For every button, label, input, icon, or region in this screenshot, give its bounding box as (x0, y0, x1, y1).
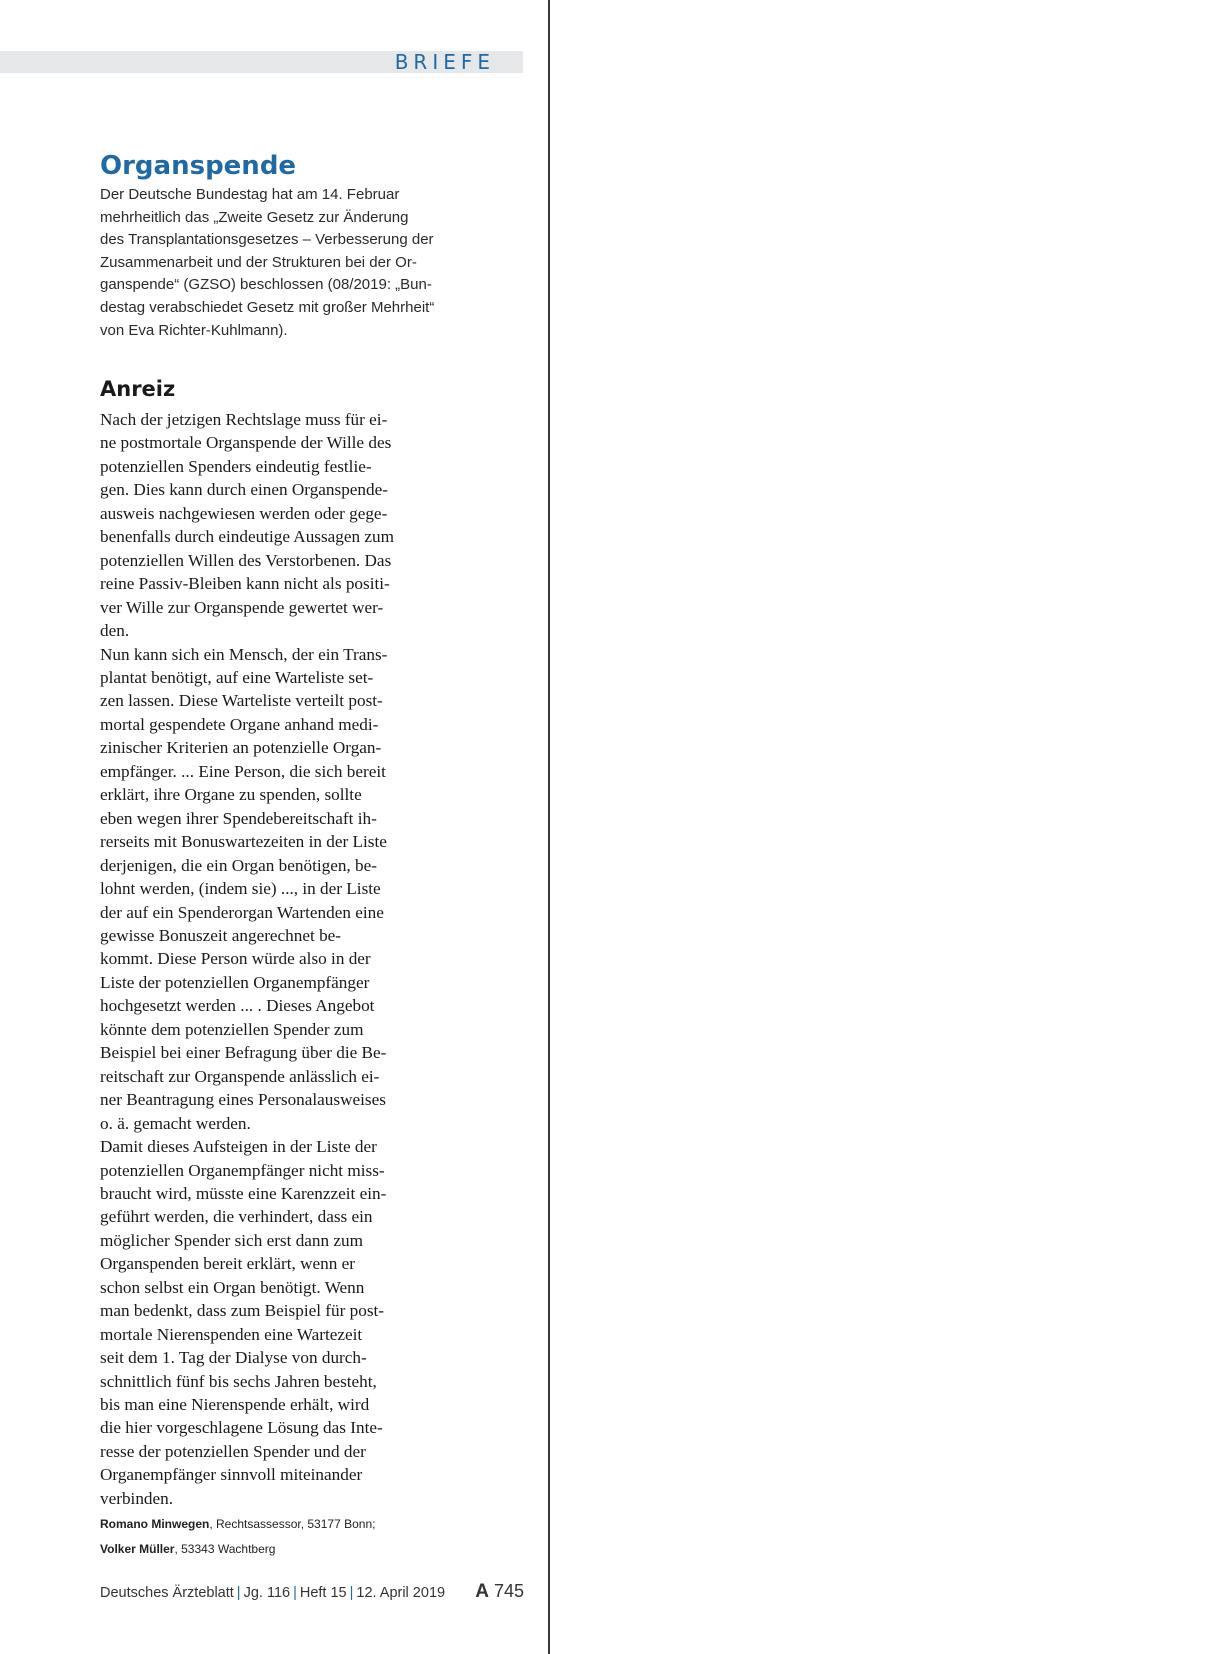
body-line: ne postmortale Organspende der Wille des (100, 433, 392, 453)
signature-line (100, 1537, 430, 1562)
author-detail: , 53343 Wachtberg (174, 1542, 276, 1556)
body-line: o. ä. gemacht werden. (100, 1113, 251, 1133)
intro-line: destag verabschiedet Gesetz mit großer Mehrheit“ (100, 298, 435, 316)
body-line: Nach der jetzigen Rechtslage muss für ei- (100, 410, 388, 429)
page-footer (100, 1581, 524, 1607)
body-line: die hier vorgeschlagene Lösung das Inte- (100, 1418, 383, 1438)
body-line: Nun kann sich ein Mensch, der ein Trans- (100, 644, 388, 664)
body-line: Organempfänger sinnvoll miteinander (100, 1465, 363, 1485)
body-line: potenziellen Organempfänger nicht miss- (100, 1160, 385, 1180)
body-line: seit dem 1. Tag der Dialyse von durch- (100, 1348, 367, 1368)
body-line: ver Wille zur Organspende gewertet wer- (100, 597, 384, 617)
body-line: benenfalls durch eindeutige Aussagen zum (100, 527, 395, 547)
page-number-value: 745 (493, 1581, 524, 1601)
body-line: gewisse Bonuszeit angerechnet be- (100, 925, 342, 945)
body-line: schnittlich fünf bis sechs Jahren besteht, (100, 1371, 377, 1391)
body-line: zen lassen. Diese Warteliste verteilt post- (100, 691, 383, 711)
body-line: rerseits mit Bonuswartezeiten in der Liste (100, 832, 387, 852)
page-prefix: A (475, 1581, 489, 1602)
article-intro (100, 184, 435, 342)
body-line: gen. Dies kann durch einen Organspende- (100, 480, 388, 500)
body-line: zinischer Kriterien an potenzielle Organ- (100, 738, 382, 758)
body-line: eben wegen ihrer Spendebereitschaft ih- (100, 808, 377, 828)
author-name: Volker Müller (100, 1542, 175, 1556)
body-line: reitschaft zur Organspende anlässlich ei- (100, 1066, 380, 1086)
body-line: der auf ein Spenderorgan Wartenden eine (100, 902, 384, 922)
body-line: potenziellen Spenders eindeutig festlie- (100, 456, 372, 476)
section-label: BRIEFE (394, 50, 495, 74)
body-line: ner Beantragung eines Personalausweises (100, 1090, 386, 1110)
letter-signatures (100, 1512, 430, 1562)
body-line: hochgesetzt werden ... . Dieses Angebot (100, 996, 375, 1016)
body-line: Beispiel bei einer Befragung über die Be- (100, 1043, 387, 1063)
footer-volume: Jg. 116 (243, 1585, 291, 1601)
article-headline: Organspende (100, 151, 297, 181)
body-line: bis man eine Nierenspende erhält, wird (100, 1395, 370, 1415)
author-name: Romano Minwegen (100, 1517, 210, 1531)
author-detail: , Rechtsassessor, 53177 Bonn; (209, 1517, 376, 1531)
body-line: geführt werden, die verhindert, dass ein (100, 1207, 373, 1227)
body-line: lohnt werden, (indem sie) ..., in der Liste (100, 879, 381, 899)
page-number (475, 1581, 524, 1603)
body-line: reine Passiv-Bleiben kann nicht als positi- (100, 574, 390, 594)
body-line: plantat benötigt, auf eine Warteliste set- (100, 667, 374, 687)
body-line: mortal gespendete Organe anhand medi- (100, 714, 379, 734)
footer-separator: | (236, 1585, 241, 1601)
body-line: Organspenden bereit erklärt, wenn er (100, 1254, 356, 1274)
footer-journal: Deutsches Ärzteblatt (100, 1585, 234, 1601)
letter-title: Anreiz (100, 377, 176, 401)
intro-line: Der Deutsche Bundestag hat am 14. Februar (100, 186, 400, 203)
column-divider (548, 0, 550, 1654)
body-line: Liste der potenziellen Organempfänger (100, 972, 370, 992)
body-line: verbinden. (100, 1488, 174, 1508)
body-line: den. (100, 621, 130, 641)
body-line: könnte dem potenziellen Spender zum (100, 1019, 364, 1039)
signature-line (100, 1512, 430, 1537)
body-line: erklärt, ihre Organe zu spenden, sollte (100, 785, 362, 805)
footer-citation (100, 1585, 445, 1601)
body-line: kommt. Diese Person würde also in der (100, 949, 371, 969)
section-header-bar (0, 51, 523, 73)
body-line: derjenigen, die ein Organ benötigen, be- (100, 855, 377, 875)
footer-issue: Heft 15 (299, 1585, 347, 1601)
intro-line: ganspende“ (GZSO) beschlossen (08/2019: „Bun- (100, 276, 432, 294)
body-line: empfänger. ... Eine Person, die sich bereit (100, 761, 386, 781)
body-line: möglicher Spender sich erst dann zum (100, 1230, 363, 1250)
intro-line: Zusammenarbeit und der Strukturen bei der Or- (100, 253, 417, 271)
body-line: schon selbst ein Organ benötigt. Wenn (100, 1277, 365, 1297)
footer-date: 12. April 2019 (356, 1585, 446, 1601)
footer-separator: | (293, 1585, 297, 1601)
letter-body (100, 408, 430, 1510)
body-line: potenziellen Willen des Verstorbenen. Das (100, 550, 392, 570)
body-line: Damit dieses Aufsteigen in der Liste der (100, 1137, 377, 1157)
body-line: mortale Nierenspenden eine Wartezeit (100, 1324, 363, 1344)
intro-line: von Eva Richter-Kuhlmann). (100, 321, 288, 339)
intro-line: des Transplantationsgesetzes – Verbesserung der (100, 231, 434, 249)
body-line: ausweis nachgewiesen werden oder gege- (100, 503, 388, 523)
body-line: resse der potenziellen Spender und der (100, 1441, 366, 1461)
body-line: man bedenkt, dass zum Beispiel für post- (100, 1301, 385, 1321)
intro-line: mehrheitlich das „Zweite Gesetz zur Änderung (100, 208, 409, 226)
body-line: braucht wird, müsste eine Karenzzeit ein- (100, 1183, 387, 1203)
footer-separator: | (349, 1585, 354, 1601)
